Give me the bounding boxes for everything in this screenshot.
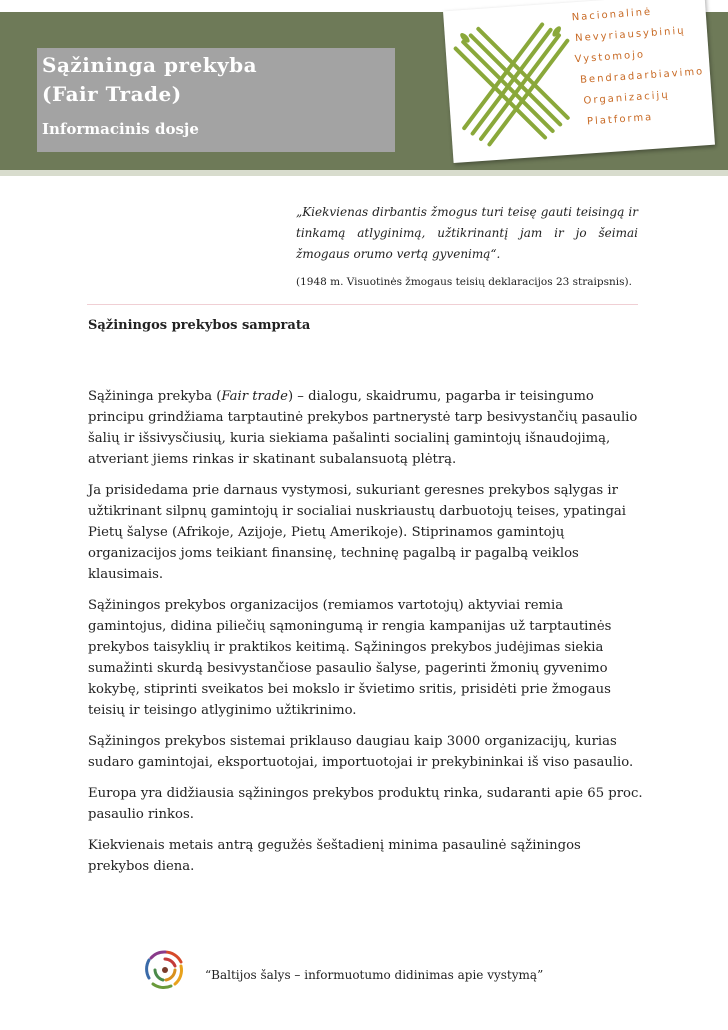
logo-line-6: Platforma (586, 111, 654, 128)
title-line-2: (Fair Trade) (42, 82, 182, 106)
logo-line-3: Vystomojo (574, 49, 646, 66)
crossed-wheat-logo-icon (450, 15, 579, 153)
header-band-shadow (0, 170, 728, 176)
body-text (88, 386, 644, 887)
section-heading: Sąžiningos prekybos samprata (88, 318, 311, 333)
section-divider (87, 304, 638, 305)
epigraph-quote: „Kiekvienas dirbantis žmogus turi teisę gauti teisingą ir tinkamą atlyginimą, užtikrinantį jam ir jo šeimai žmogaus orumo vertą gyvenimą“. (296, 205, 638, 261)
logo-line-1: Nacionalinė (571, 6, 653, 24)
logo-line-5: Organizacijų (583, 89, 670, 107)
paragraph-3: Sąžiningos prekybos organizacijos (remiamos vartotojų) aktyviai remia gamintojus, didina piliečių sąmoningumą ir rengia kampanijas už tarptautinės prekybos taisyklių ir praktikos keitimą. Sąžiningos prekybos judėjimas siekia sumažinti skurdą besivystančiose pasaulio šalyse, pagerinti žmonių gyvenimo kokybę, stiprinti sveikatos bei mokslo ir švietimo sritis, prisidėti prie žmogaus teisių ir teisingo atlyginimo užtikrinimo. (88, 598, 612, 718)
epigraph-source: (1948 m. Visuotinės žmogaus teisių deklaracijos 23 straipsnis). (296, 276, 632, 288)
logo-line-4: Bendradarbiavimo (579, 66, 705, 86)
logo-line-2: Nevyriausybinių (574, 25, 686, 45)
swirl-logo-icon (140, 945, 190, 995)
paragraph-4: Sąžiningos prekybos sistemai priklauso daugiau kaip 3000 organizacijų, kurias sudaro gamintojai, eksportuotojai, importuotojai ir prekybininkai iš viso pasaulio. (88, 734, 634, 770)
title-line-1: Sąžininga prekyba (42, 53, 258, 77)
paragraph-5: Europa yra didžiausia sąžiningos prekybos produktų rinka, sudaranti apie 65 proc. pasaulio rinkos. (88, 786, 643, 822)
paragraph-1-italic: Fair trade (221, 389, 288, 404)
paragraph-1 (88, 386, 644, 470)
paragraph-2: Ja prisidedama prie darnaus vystymosi, sukuriant geresnes prekybos sąlygas ir užtikrinant silpnų gamintojų ir socialiai nuskriaustų darbuotojų teises, ypatingai Pietų šalyse (Afrikoje, Azijoje, Pietų Amerikoje). Stiprinamos gamintojų organizacijos joms teikiant finansinę, techninę pagalbą ir pagalbą veiklos klausimais. (88, 483, 626, 582)
platform-logo (443, 0, 715, 163)
paragraph-6: Kiekvienais metais antrą gegužės šeštadienį minima pasaulinė sąžiningos prekybos diena. (88, 838, 581, 874)
document-title (42, 51, 257, 109)
footer-project-title: “Baltijos šalys – informuotumo didinimas apie vystymą” (205, 968, 544, 982)
paragraph-1-lead: Sąžininga prekyba ( (88, 389, 222, 404)
document-subtitle: Informacinis dosje (42, 120, 199, 138)
paragraph-1-rest: ) – dialogu, skaidrumu, pagarba ir teisingumo principu grindžiama tarptautinė prekybos partnerystė tarp besivystančių pasaulio šalių ir išsivysčiusių, kuria siekiama pašalinti socialinį gamintojų išnaudojimą, atveriant jiems rinkas ir skatinant subalansuotą plėtrą. (88, 389, 638, 467)
